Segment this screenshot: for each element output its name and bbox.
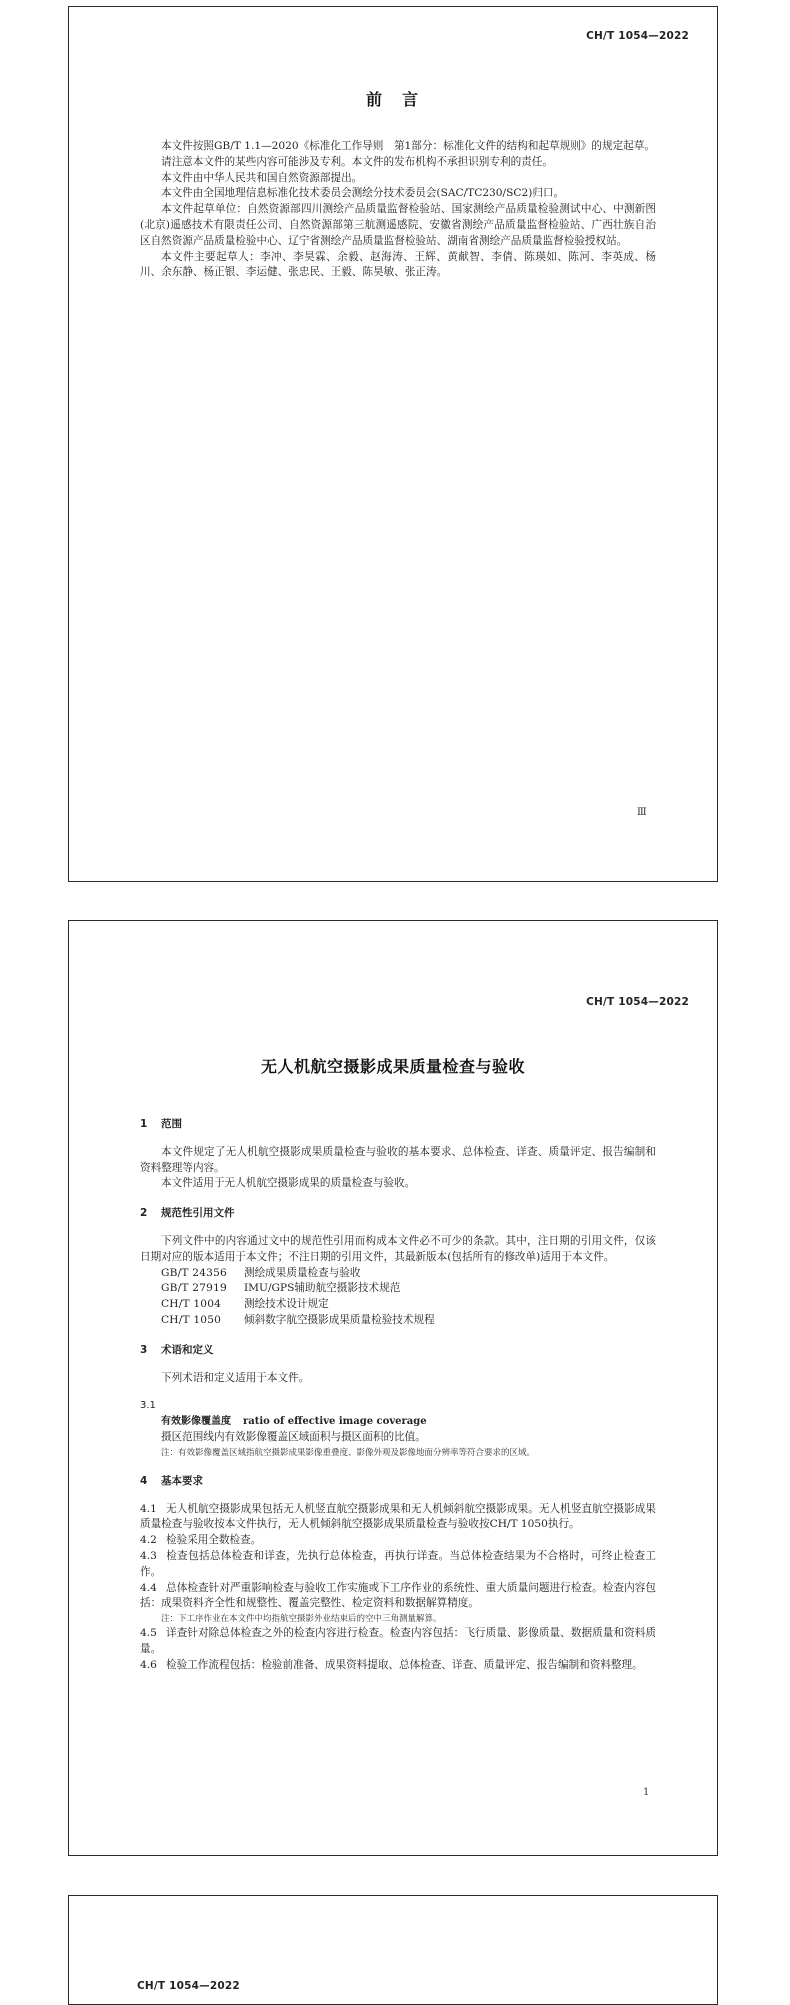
section-heading: 3 术语和定义 — [140, 1343, 214, 1356]
paragraph: 下列文件中的内容通过文中的规范性引用而构成本文件必不可少的条款。其中，注日期的引用文件，仅该日期对应的版本适用于本文件；不注日期的引用文件，其最新版本(包括所有的修改单)适用于本文件。 — [140, 1234, 656, 1263]
page-title: 前 言 — [365, 90, 420, 109]
reference-item: CH/T 1050 倾斜数字航空摄影成果质量检验技术规程 — [161, 1313, 435, 1326]
reference-item: CH/T 1004 测绘技术设计规定 — [161, 1298, 329, 1311]
main-body — [140, 1117, 656, 1674]
document-page-partial — [68, 1895, 718, 2005]
page-number: 1 — [643, 1787, 650, 1798]
clause: 4.3 检查包括总体检查和详查，先执行总体检查，再执行详查。当总体检查结果为不合格时，可终止检查工作。 — [140, 1549, 656, 1578]
term-entry: 有效影像覆盖度 ratio of effective image coverage — [161, 1416, 427, 1428]
paragraph: 本文件由中华人民共和国自然资源部提出。 — [161, 171, 363, 184]
foreword-body — [140, 139, 656, 281]
paragraph: 本文件适用于无人机航空摄影成果的质量检查与验收。 — [161, 1177, 416, 1190]
section-heading: 4 基本要求 — [140, 1474, 203, 1487]
document-page-main — [68, 920, 718, 1856]
clause: 4.6 检验工作流程包括：检验前准备、成果资料提取、总体检查、详查、质量评定、报告编制和资料整理。 — [140, 1658, 643, 1671]
paragraph: 请注意本文件的某些内容可能涉及专利。本文件的发布机构不承担识别专利的责任。 — [161, 155, 553, 168]
paragraph: 本文件主要起草人：李冲、李昊霖、余毅、赵海涛、王辉、黄献智、李倩、陈瑛如、陈河、李英成、杨川、余东静、杨正银、李运健、张忠民、王毅、陈昊敏、张正涛。 — [140, 250, 656, 279]
paragraph: 本文件按照GB/T 1.1—2020《标准化工作导则 第1部分：标准化文件的结构和起草规则》的规定起草。 — [161, 140, 655, 152]
note: 注：下工序作业在本文件中均指航空摄影外业结束后的空中三角测量解算。 — [161, 1614, 442, 1625]
paragraph: 本文件由全国地理信息标准化技术委员会测绘分技术委员会(SAC/TC230/SC2)归口。 — [161, 187, 565, 200]
reference-item: GB/T 27919 IMU/GPS辅助航空摄影技术规范 — [161, 1282, 401, 1295]
paragraph: 本文件规定了无人机航空摄影成果质量检查与验收的基本要求、总体检查、详查、质量评定、报告编制和资料整理等内容。 — [140, 1145, 656, 1174]
document-page-foreword — [68, 6, 718, 882]
clause: 4.1 无人机航空摄影成果包括无人机竖直航空摄影成果和无人机倾斜航空摄影成果。无人机竖直航空摄影成果质量检查与验收按本文件执行，无人机倾斜航空摄影成果质量检查与验收按CH/T 1050执行。 — [140, 1502, 656, 1531]
clause: 4.2 检验采用全数检查。 — [140, 1534, 262, 1547]
term-number: 3.1 — [140, 1400, 156, 1412]
paragraph: 本文件起草单位：自然资源部四川测绘产品质量监督检验站、国家测绘产品质量检验测试中心、中测新图(北京)遥感技术有限责任公司、自然资源部第三航测遥感院、安徽省测绘产品质量监督检验站、广西壮族自治区自然资源产品质量检验中心、辽宁省测绘产品质量监督检验站、湖南省测绘产品质量监督检验授权站。 — [140, 203, 656, 247]
document-title: 无人机航空摄影成果质量检查与验收 — [260, 1057, 525, 1076]
paragraph: 下列术语和定义适用于本文件。 — [161, 1371, 310, 1384]
term-definition: 摄区范围线内有效影像覆盖区域面积与摄区面积的比值。 — [161, 1430, 426, 1443]
clause: 4.5 详查针对除总体检查之外的检查内容进行检查。检查内容包括：飞行质量、影像质量、数据质量和资料质量。 — [140, 1627, 656, 1655]
page-header-code: CH/T 1054—2022 — [137, 1980, 240, 1992]
reference-item: GB/T 24356 测绘成果质量检查与验收 — [161, 1266, 361, 1279]
section-heading: 1 范围 — [140, 1118, 182, 1130]
page-header-code: CH/T 1054—2022 — [586, 996, 689, 1008]
clause: 4.4 总体检查针对严重影响检查与验收工作实施或下工序作业的系统性、重大质量问题进行检查。检查内容包括：成果资料齐全性和规整性、覆盖完整性、检定资料和数据解算精度。 — [140, 1581, 656, 1610]
page-header-code: CH/T 1054—2022 — [586, 30, 689, 42]
section-heading: 2 规范性引用文件 — [140, 1207, 235, 1220]
page-number: Ⅲ — [637, 807, 647, 818]
note: 注：有效影像覆盖区域指航空摄影成果影像重叠度、影像外观及影像地面分辨率等符合要求的区域。 — [161, 1447, 536, 1458]
